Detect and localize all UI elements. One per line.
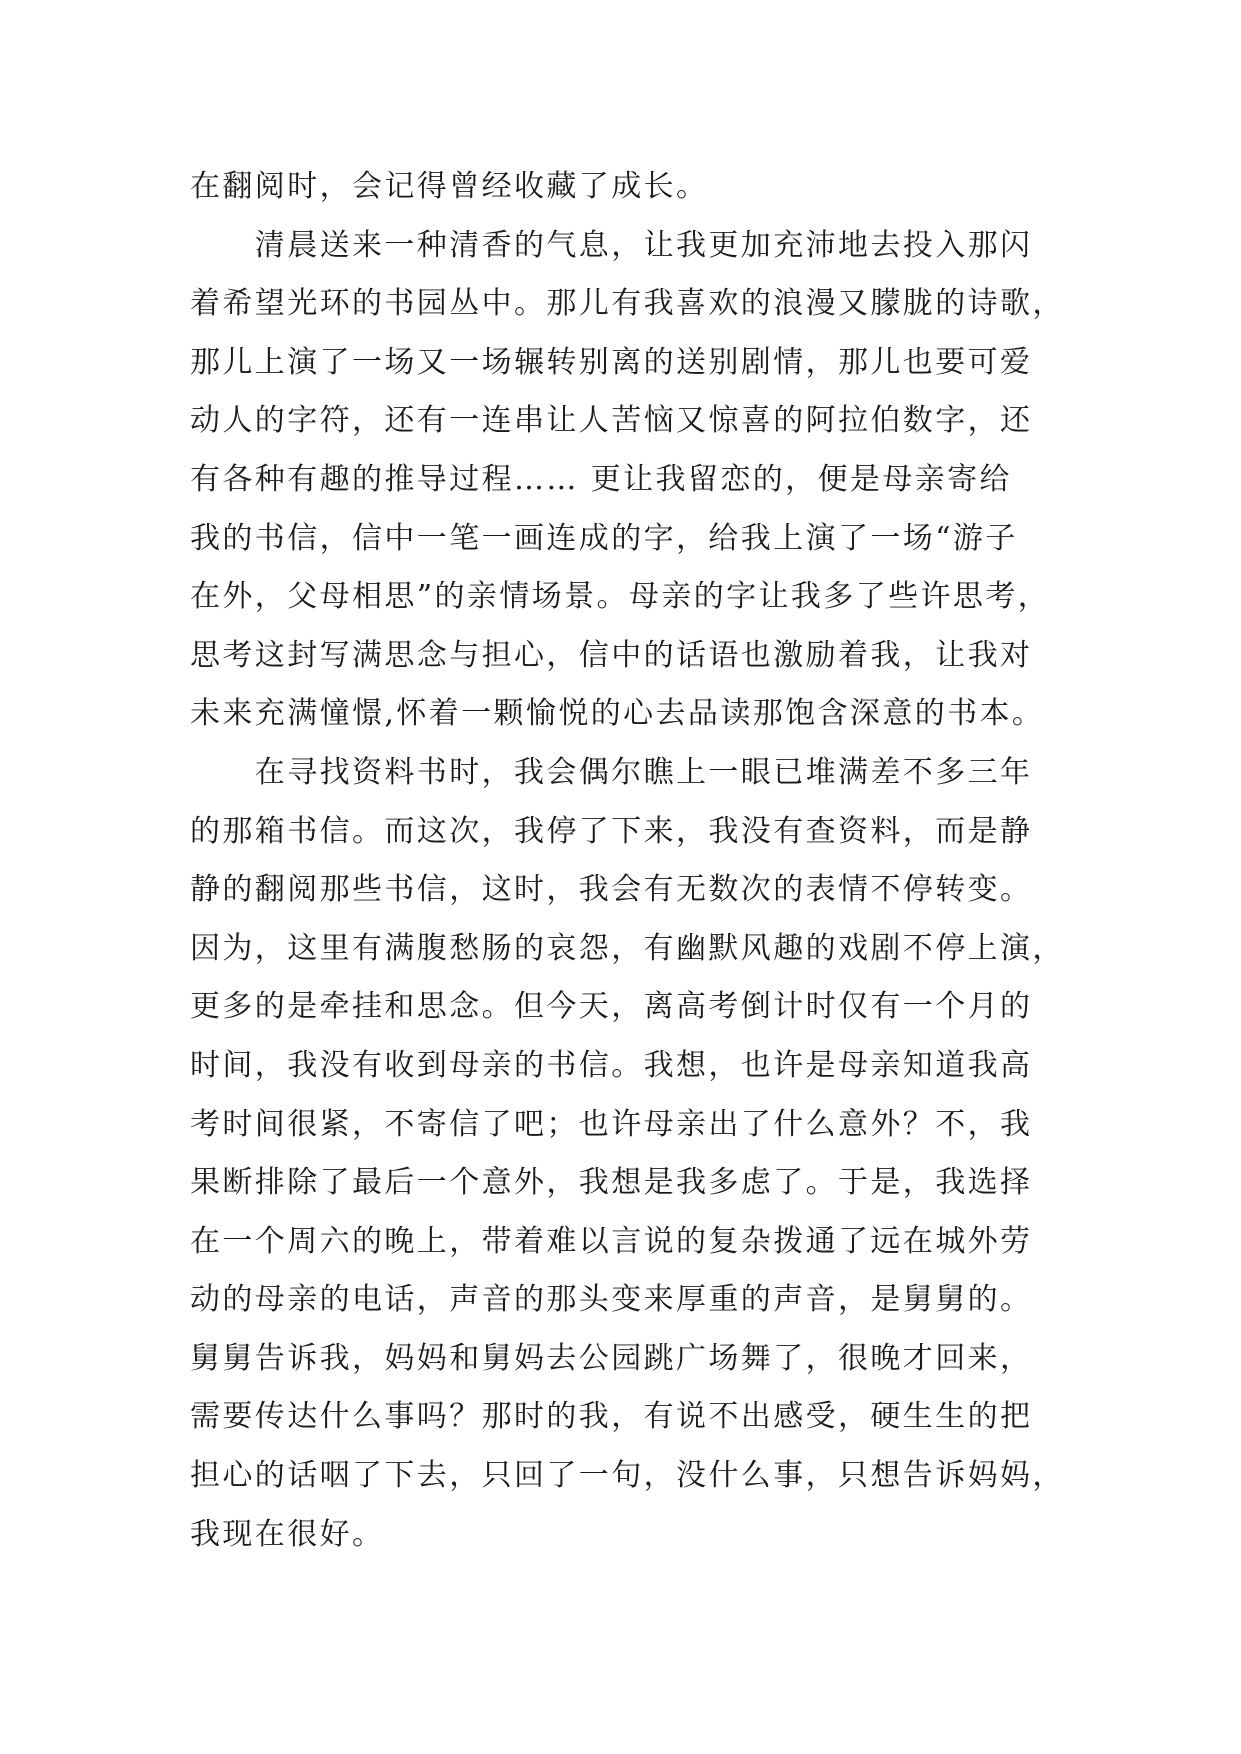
text-line: 时间，我没有收到母亲的书信。我想，也许是母亲知道我高 <box>190 1047 1033 1083</box>
text-line: 我的书信，信中一笔一画连成的字，给我上演了一场“游子 <box>190 520 1018 556</box>
text-line: 清晨送来一种清香的气息，让我更加充沛地去投入那闪 <box>190 227 1033 263</box>
text-line: 我现在很好。 <box>190 1516 385 1552</box>
text-line: 有各种有趣的推导过程…… 更让我留恋的，便是母亲寄给 <box>190 461 1012 497</box>
text-line: 需要传达什么事吗？那时的我，有说不出感受，硬生生的把 <box>190 1399 1033 1435</box>
text-line: 在翻阅时，会记得曾经收藏了成长。 <box>190 169 709 204</box>
text-line: 的那箱书信。而这次，我停了下来，我没有查资料，而是静 <box>190 813 1033 849</box>
text-line: 动人的字符，还有一连串让人苦恼又惊喜的阿拉伯数字，还 <box>190 403 1033 439</box>
text-line: 未来充满憧憬,怀着一颗愉悦的心去品读那饱含深意的书本。 <box>190 696 1045 732</box>
text-line: 考时间很紧，不寄信了吧；也许母亲出了什么意外？不，我 <box>190 1106 1033 1142</box>
text-line: 在寻找资料书时，我会偶尔瞧上一眼已堆满差不多三年 <box>190 754 1033 790</box>
text-line: 舅舅告诉我，妈妈和舅妈去公园跳广场舞了，很晚才回来， <box>190 1340 1033 1376</box>
essay-body <box>190 158 1070 1564</box>
text-line: 那儿上演了一场又一场辗转别离的送别剧情，那儿也要可爱 <box>190 344 1033 380</box>
text-line: 果断排除了最后一个意外，我想是我多虑了。于是，我选择 <box>190 1165 1033 1201</box>
text-line: 担心的话咽了下去，只回了一句，没什么事，只想告诉妈妈， <box>190 1458 1065 1494</box>
text-line: 在外，父母相思”的亲情场景。母亲的字让我多了些许思考， <box>190 579 1051 615</box>
text-line: 着希望光环的书园丛中。那儿有我喜欢的浪漫又朦胧的诗歌， <box>190 286 1065 322</box>
text-line: 思考这封写满思念与担心，信中的话语也激励着我，让我对 <box>190 637 1033 673</box>
text-line: 因为，这里有满腹愁肠的哀怨，有幽默风趣的戏剧不停上演， <box>190 930 1065 966</box>
text-line: 静的翻阅那些书信，这时，我会有无数次的表情不停转变。 <box>190 872 1033 908</box>
text-line: 在一个周六的晚上，带着难以言说的复杂拨通了远在城外劳 <box>190 1223 1033 1259</box>
text-line: 动的母亲的电话，声音的那头变来厚重的声音，是舅舅的。 <box>190 1282 1033 1318</box>
text-line: 更多的是牵挂和思念。但今天，离高考倒计时仅有一个月的 <box>190 989 1033 1025</box>
